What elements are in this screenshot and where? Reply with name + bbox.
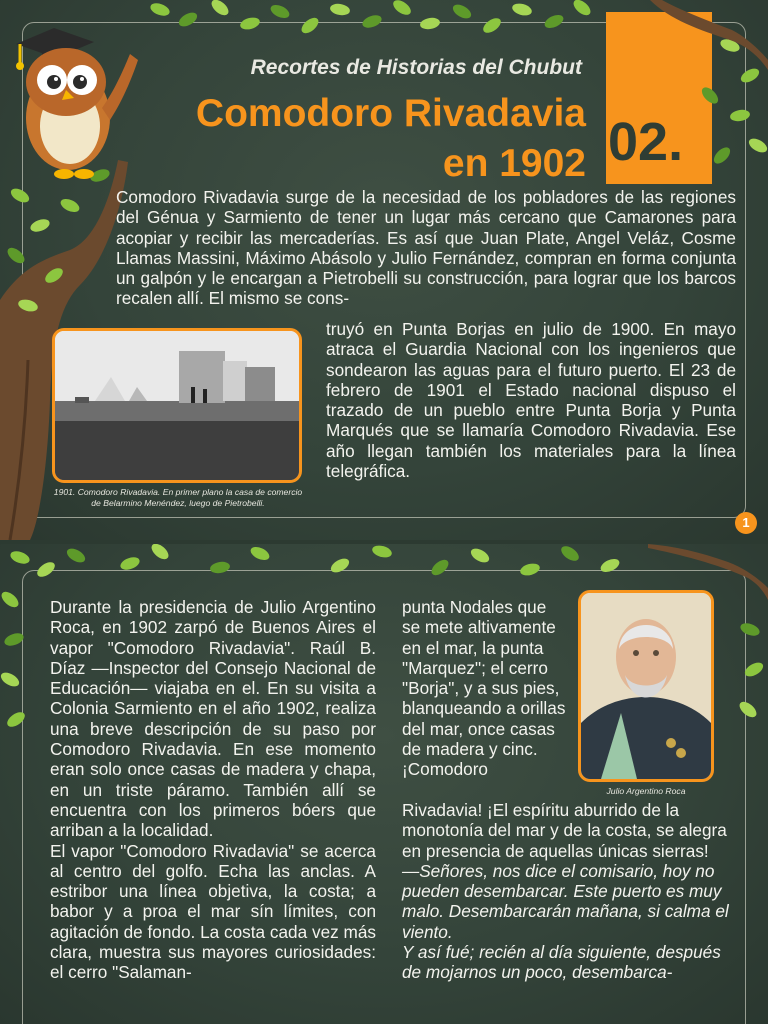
photo-caption-1901: 1901. Comodoro Rivadavia. En primer plano la casa de comercio de Belarmino Menéndez, luego de Pietrobelli.: [53, 487, 303, 508]
article-column-2-wide: [402, 800, 736, 983]
article-quote: Y así fué; recién al día siguiente, después de mojarnos un poco, desembarca-: [402, 942, 721, 983]
chapter-number: 02.: [608, 112, 684, 172]
page-title-line1: Comodoro Rivadavia: [195, 92, 586, 135]
article-paragraph: Durante la presidencia de Julio Argentino Roca, en 1902 zarpó de Buenos Aires el vapor "Comodoro Rivadavia". Raúl B. Díaz —Inspector del Consejo Nacional de Educación— viajaba en el. En su visita a Colonia Sarmiento en el año 1902, realiza una breve descripción de su paso por Comodoro Rivadavia. En ese momento eran solo once casas de madera y chapa, en un triste páramo. También allí se encuentra con los primeros bóers que arriban a la localidad.: [50, 597, 376, 841]
portrait-caption: Julio Argentino Roca: [606, 786, 686, 796]
portrait-julio-argentino-roca: [578, 590, 714, 782]
historic-photo-1901: [52, 328, 302, 483]
article-quote: —Señores, nos dice el comisario, hoy no pueden desembarcar. Este puerto es muy malo. Desembarcarán mañana, si calma el viento.: [402, 860, 729, 942]
article-paragraph: El vapor "Comodoro Rivadavia" se acerca al centro del golfo. Echa las anclas. A estribor una línea objetiva, la costa; a babor y a proa el mar sín límites, con agitación de fondo. La costa cada vez más clara, muestra sus mayores curiosidades: el cerro "Salaman-: [50, 840, 376, 983]
intro-paragraph-continued: truyó en Punta Borjas en julio de 1900. En mayo atraca el Guardia Nacional con los ingenieros que sondearon las aguas para el futuro puerto. El 23 de febrero de 1901 el Estado nacional dispuso el trazado de un pueblo entre Punta Borja y Punta Marqués que se llamaría Comodoro Rivadavia. Ese año llegan también los materiales para la línea telegráfica.: [326, 319, 736, 482]
tree-branch-icon: [640, 0, 768, 90]
page-2: [0, 544, 768, 1024]
article-column-1: [50, 597, 376, 983]
article-paragraph: Rivadavia! ¡El espíritu aburrido de la monotonía del mar y de la costa, se alegra en presencia de aquellas únicas sierras!: [402, 800, 727, 861]
article-column-2-narrow: punta Nodales que se mete altivamente en el mar, la punta "Marquez"; el cerro "Borja", y a sus pies, blanqueando a orillas del mar, once casas de madera y cinc. ¡Comodoro: [402, 597, 566, 780]
page-title-line2: en 1902: [442, 142, 586, 185]
series-subtitle: Recortes de Historias del Chubut: [250, 56, 582, 79]
intro-paragraph: Comodoro Rivadavia surge de la necesidad de los pobladores de las regiones del Génua y Sarmiento de tener un lugar más cercano que Camarones para acopiar y recibir las mercaderías. Es así que Juan Plate, Angel Veláz, Cosme Llamas Massini, Máximo Abásolo y Julio Fernández, compran en forma conjunta un galpón y le encargan a Pietrobelli su construcción, para lograr que los barcos recalen allí. El mismo se cons-: [116, 187, 736, 309]
page-number-badge: 1: [735, 512, 757, 534]
